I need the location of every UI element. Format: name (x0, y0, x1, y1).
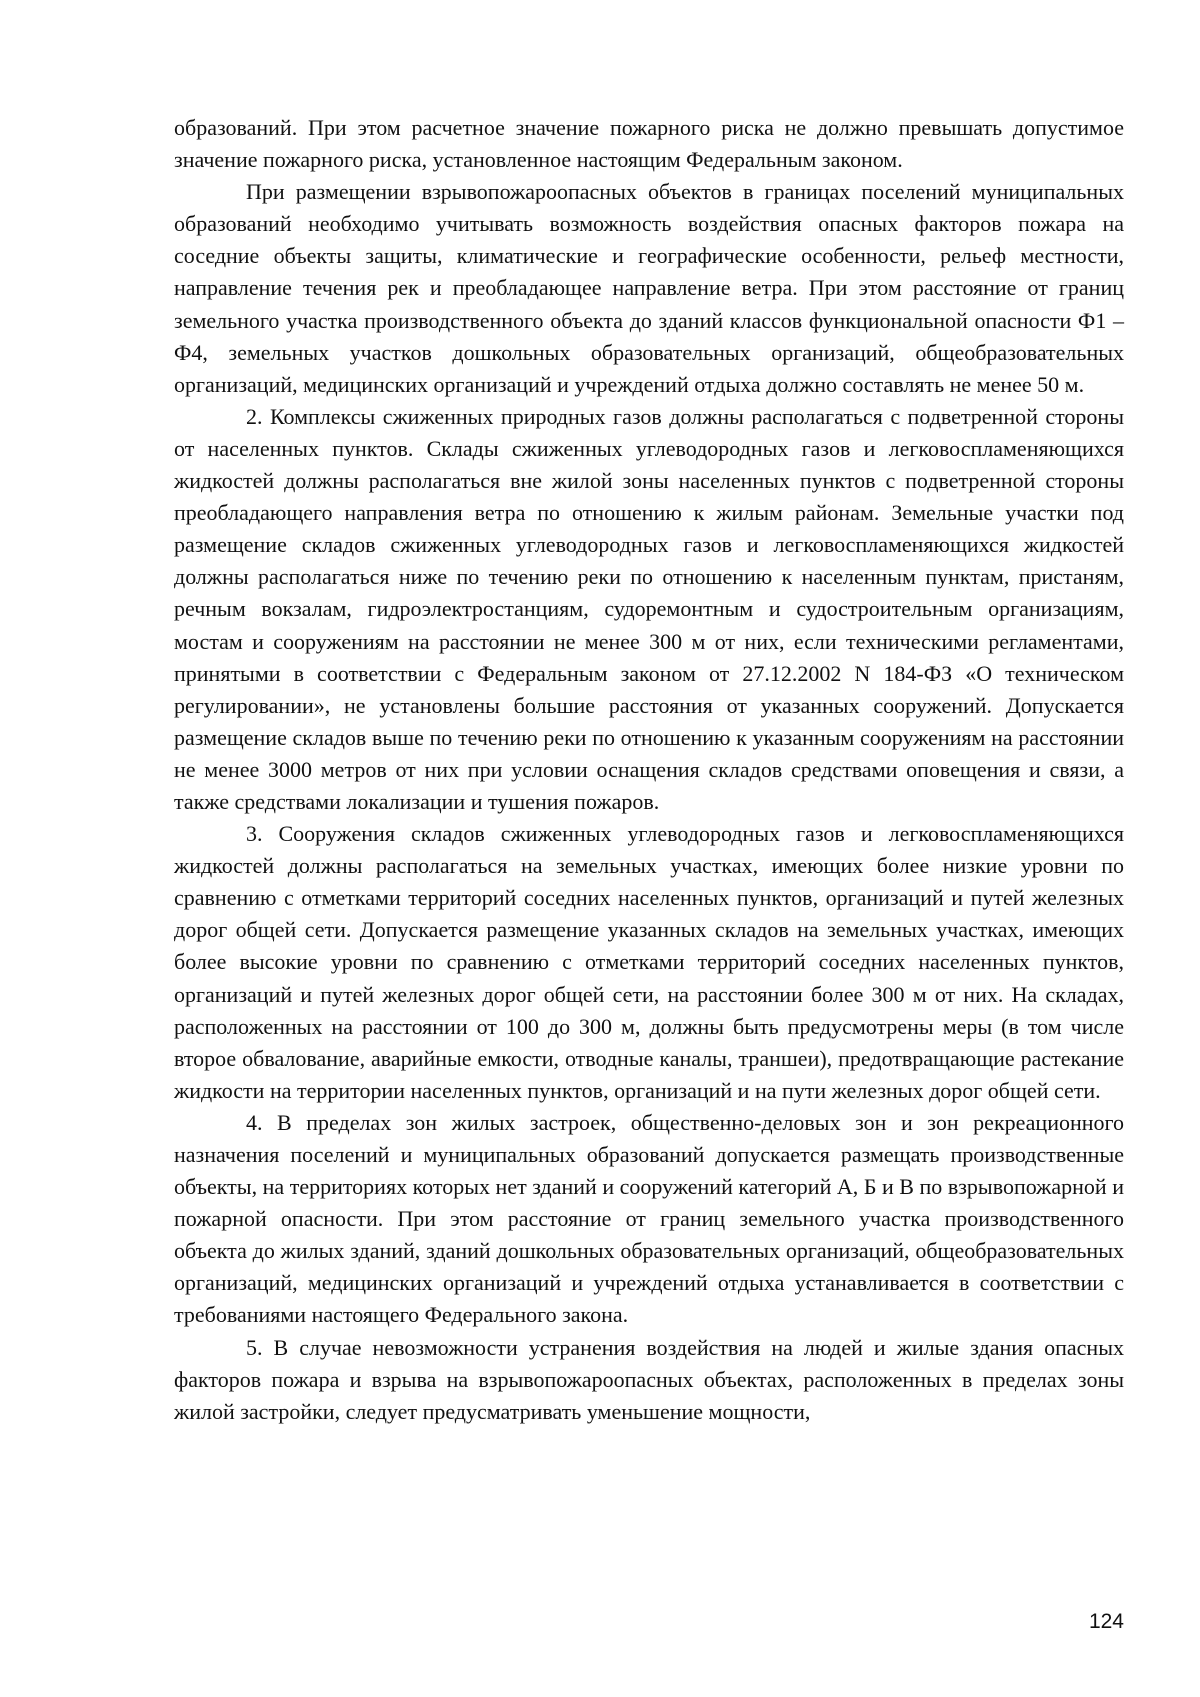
paragraph-item-3: 3. Сооружения складов сжиженных углеводородных газов и легковоспламеняющихся жидкостей должны располагаться на земельных участках, имеющих более низкие уровни по сравнению с отметками территорий соседних населенных пунктов, организаций и путей железных дорог общей сети. Допускается размещение указанных складов на земельных участках, имеющих более высокие уровни по сравнению с отметками территорий соседних населенных пунктов, организаций и путей железных дорог общей сети, на расстоянии более 300 м от них. На складах, расположенных на расстоянии от 100 до 300 м, должны быть предусмотрены меры (в том числе второе обвалование, аварийные емкости, отводные каналы, траншеи), предотвращающие растекание жидкости на территории населенных пунктов, организаций и на пути железных дорог общей сети. (174, 821, 1124, 1103)
paragraph-continuation: образований. При этом расчетное значение пожарного риска не должно превышать допустимое значение пожарного риска, установленное настоящим Федеральным законом. (174, 115, 1124, 173)
paragraph-placement-rules: При размещении взрывопожароопасных объектов в границах поселений муниципальных образований необходимо учитывать возможность воздействия опасных факторов пожара на соседние объекты защиты, климатические и географические особенности, рельеф местности, направление течения рек и преобладающее направление ветра. При этом расстояние от границ земельного участка производственного объекта до зданий классов функциональной опасности Ф1 – Ф4, земельных участков дошкольных образовательных организаций, общеобразовательных организаций, медицинских организаций и учреждений отдыха должно составлять не менее 50 м. (174, 179, 1124, 397)
paragraph-item-5: 5. В случае невозможности устранения воздействия на людей и жилые здания опасных факторов пожара и взрыва на взрывопожароопасных объектах, расположенных в пределах зоны жилой застройки, следует предусматривать уменьшение мощности, (174, 1334, 1124, 1424)
paragraph-item-2: 2. Комплексы сжиженных природных газов должны располагаться с подветренной стороны от населенных пунктов. Склады сжиженных углеводородных газов и легковоспламеняющихся жидкостей должны располагаться вне жилой зоны населенных пунктов с подветренной стороны преобладающего направления ветра по отношению к жилым районам. Земельные участки под размещение складов сжиженных углеводородных газов и легковоспламеняющихся жидкостей должны располагаться ниже по течению реки по отношению к населенным пунктам, пристаням, речным вокзалам, гидроэлектростанциям, судоремонтным и судостроительным организациям, мостам и сооружениям на расстоянии не менее 300 м от них, если техническими регламентами, принятыми в соответствии с Федеральным законом от 27.12.2002 N 184-ФЗ «О техническом регулировании», не установлены большие расстояния от указанных сооружений. Допускается размещение складов выше по течению реки по отношению к указанным сооружениям на расстоянии не менее 3000 метров от них при условии оснащения складов средствами оповещения и связи, а также средствами локализации и тушения пожаров. (174, 403, 1124, 814)
document-body (174, 112, 1124, 1428)
paragraph-item-4: 4. В пределах зон жилых застроек, общественно-деловых зон и зон рекреационного назначения поселений и муниципальных образований допускается размещать производственные объекты, на территориях которых нет зданий и сооружений категорий А, Б и В по взрывопожарной и пожарной опасности. При этом расстояние от границ земельного участка производственного объекта до жилых зданий, зданий дошкольных образовательных организаций, общеобразовательных организаций, медицинских организаций и учреждений отдыха устанавливается в соответствии с требованиями настоящего Федерального закона. (174, 1109, 1124, 1328)
page-number: 124 (1088, 1610, 1124, 1633)
